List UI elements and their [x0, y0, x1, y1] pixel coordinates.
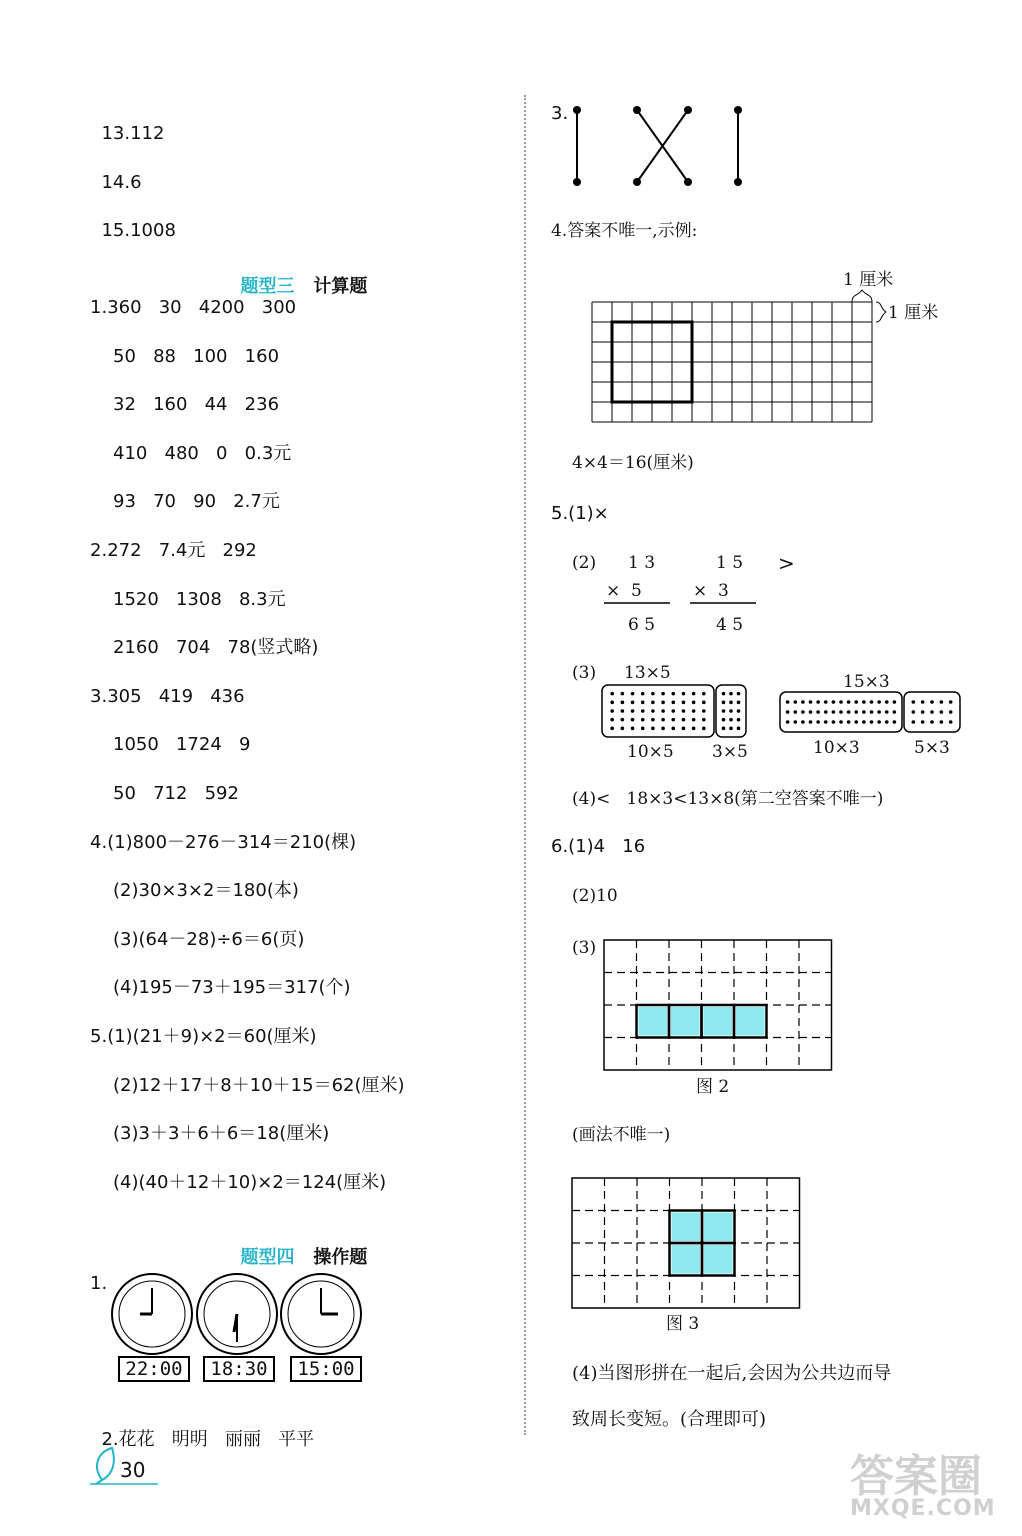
q3-lines-drawing — [570, 102, 770, 192]
dot — [621, 709, 625, 713]
q6-3-label: (3) — [572, 938, 597, 958]
answer-text: (1)800－276－314＝210(棵) — [107, 832, 357, 853]
shaded-cell — [704, 1213, 733, 1242]
dot — [816, 710, 820, 714]
q6-4-line2: 致周长变短。(合理即可) — [572, 1409, 767, 1430]
dot — [651, 718, 655, 722]
q-number: 14. — [101, 172, 131, 193]
dot — [893, 720, 897, 724]
dot — [809, 710, 813, 714]
q1-label: 1. — [90, 1273, 108, 1294]
q6-2: (2)10 — [572, 886, 618, 906]
q3-label: 3. — [551, 103, 569, 124]
answer-text: 410 480 0 0.3元 — [113, 443, 292, 464]
answer-text: (3)3＋3＋6＋6＝18(厘米) — [113, 1123, 330, 1144]
q5-3-a-top: 13×5 — [624, 663, 671, 683]
section-key: 题型三 — [240, 276, 295, 297]
calc-line — [113, 735, 250, 755]
dot — [793, 700, 797, 704]
dot — [832, 700, 836, 704]
dot — [862, 700, 866, 704]
dot — [912, 700, 916, 704]
q5-3-a-right: 3×5 — [712, 742, 748, 762]
dot — [737, 709, 741, 713]
dot — [816, 720, 820, 724]
answer-text: (2)30×3×2＝180(本) — [113, 880, 299, 901]
dot — [692, 692, 696, 696]
calc-line — [90, 687, 245, 707]
q5-3-dot-arrays — [600, 684, 970, 744]
dot — [824, 710, 828, 714]
dot — [793, 720, 797, 724]
calc-line — [113, 881, 299, 901]
shaded-cell — [639, 1007, 668, 1036]
dot — [786, 700, 790, 704]
section-title: 计算题 — [313, 276, 368, 297]
dot — [671, 727, 675, 731]
dot — [682, 718, 686, 722]
dot — [610, 692, 614, 696]
brace-side — [876, 302, 886, 322]
dot — [661, 727, 665, 731]
section-key: 题型四 — [240, 1247, 295, 1268]
q-number: 4. — [90, 832, 108, 853]
section-heading-3 — [228, 251, 367, 298]
dot — [737, 718, 741, 722]
dot — [692, 718, 696, 722]
dot — [702, 709, 706, 713]
figure-2-grid — [602, 938, 842, 1078]
dot — [671, 709, 675, 713]
dot — [722, 709, 726, 713]
dot — [671, 701, 675, 705]
dot — [801, 700, 805, 704]
dot — [702, 727, 706, 731]
calc-line — [113, 1173, 386, 1193]
dot — [877, 710, 881, 714]
answer-text: 360 30 4200 300 — [107, 297, 297, 318]
dot — [621, 692, 625, 696]
dot — [854, 720, 858, 724]
dot — [729, 718, 733, 722]
q-number: 5. — [90, 1026, 108, 1047]
answer-text: (4)195－73＋195＝317(个) — [113, 977, 351, 998]
dot — [610, 727, 614, 731]
dot — [729, 701, 733, 705]
brace-top — [852, 290, 872, 302]
dot — [786, 710, 790, 714]
dot — [877, 720, 881, 724]
clock-face-2 — [197, 1274, 277, 1354]
dot — [885, 700, 889, 704]
dot — [621, 718, 625, 722]
answer-text: (4)(40＋12＋10)×2＝124(厘米) — [113, 1172, 387, 1193]
dot — [722, 718, 726, 722]
clocks-drawing — [110, 1272, 370, 1362]
dot — [631, 709, 635, 713]
q5-2-b-result: 4 5 — [716, 615, 744, 635]
dot — [870, 720, 874, 724]
answer-text: 305 419 436 — [107, 686, 245, 707]
dot — [839, 710, 843, 714]
shaded-cell — [704, 1245, 733, 1274]
dot — [682, 709, 686, 713]
dot — [729, 709, 733, 713]
calc-line — [113, 978, 351, 998]
dot — [692, 709, 696, 713]
q4-answer: 4×4＝16(厘米) — [572, 453, 694, 473]
dot — [786, 720, 790, 724]
answer-14 — [90, 153, 142, 193]
answer-text: 32 160 44 236 — [113, 394, 280, 415]
dot — [809, 720, 813, 724]
q5-2-label: (2) — [572, 553, 597, 573]
q6-4-line1: (4)当图形拼在一起后,会因为公共边而导 — [572, 1363, 892, 1384]
dot — [847, 720, 851, 724]
dot — [641, 718, 645, 722]
shaded-cell — [672, 1245, 701, 1274]
dot — [832, 710, 836, 714]
answer-text: 50 712 592 — [113, 783, 239, 804]
q5-3-label: (3) — [572, 663, 597, 683]
dot — [651, 709, 655, 713]
dot — [641, 692, 645, 696]
calc-line — [113, 347, 279, 367]
clock-time-2: 18:30 — [203, 1356, 275, 1382]
calc-line — [113, 444, 291, 464]
q5-2-a-mid: × 5 — [606, 581, 642, 601]
dot — [737, 692, 741, 696]
dot — [839, 720, 843, 724]
q2-answer — [90, 1410, 314, 1450]
q5-2-compare: > — [778, 551, 795, 575]
dot — [824, 720, 828, 724]
calc-line — [90, 298, 296, 318]
dot — [949, 710, 953, 714]
dot — [631, 727, 635, 731]
dot — [847, 700, 851, 704]
dot — [809, 700, 813, 704]
dot — [722, 727, 726, 731]
q4-square-grid — [590, 290, 890, 430]
page-number-underline — [90, 1483, 170, 1487]
q-number: 1. — [90, 297, 108, 318]
q5-2-a-result: 6 5 — [628, 615, 656, 635]
q4-label: 4.答案不唯一,示例: — [551, 221, 698, 241]
shaded-cell — [672, 1213, 701, 1242]
dot — [832, 720, 836, 724]
dot — [621, 727, 625, 731]
q5-2-b-top: 1 5 — [716, 553, 744, 573]
calc-line — [90, 1027, 317, 1047]
column-divider — [524, 95, 526, 1435]
q5-3-b-top: 15×3 — [843, 672, 890, 692]
dot — [862, 720, 866, 724]
dot — [682, 701, 686, 705]
dot — [651, 692, 655, 696]
dot — [641, 709, 645, 713]
dot — [722, 701, 726, 705]
answer-text: 1050 1724 9 — [113, 734, 251, 755]
dot — [692, 727, 696, 731]
dot — [885, 710, 889, 714]
section-heading-4 — [228, 1222, 367, 1269]
dot — [801, 720, 805, 724]
q-number: 15. — [101, 220, 131, 241]
dot — [641, 701, 645, 705]
q5-3-a-left: 10×5 — [627, 742, 674, 762]
dot — [722, 692, 726, 696]
q-number: 13. — [101, 123, 131, 144]
dot — [702, 692, 706, 696]
dot — [912, 720, 916, 724]
answer-text: 272 7.4元 292 — [107, 540, 257, 561]
figure-3-grid — [570, 1176, 810, 1316]
dot — [671, 692, 675, 696]
dot — [940, 710, 944, 714]
answer-text: 花花 明明 丽丽 平平 — [118, 1429, 315, 1450]
answer-text: (1)(21＋9)×2＝60(厘米) — [107, 1026, 317, 1047]
dot-box — [602, 685, 714, 737]
dot — [631, 692, 635, 696]
calc-line — [113, 784, 239, 804]
unit-label-side: 1 厘米 — [888, 303, 939, 323]
calc-line — [90, 833, 356, 853]
calc-line — [113, 638, 318, 658]
dot — [839, 700, 843, 704]
dot — [641, 727, 645, 731]
shaded-cell — [736, 1007, 765, 1036]
dot — [824, 700, 828, 704]
dot — [949, 720, 953, 724]
dot — [877, 700, 881, 704]
dot — [854, 700, 858, 704]
dot — [816, 700, 820, 704]
section-title: 操作题 — [313, 1247, 368, 1268]
calc-line — [113, 1124, 329, 1144]
q5-2-a-top: 1 3 — [628, 553, 656, 573]
dot — [729, 692, 733, 696]
dot — [692, 701, 696, 705]
dot — [661, 718, 665, 722]
dot — [610, 718, 614, 722]
shaded-cell — [704, 1007, 733, 1036]
dot — [671, 718, 675, 722]
dot — [651, 701, 655, 705]
drawing-note: (画法不唯一) — [572, 1125, 671, 1145]
q-number: 3. — [90, 686, 108, 707]
watermark-logo: 答案圈 — [850, 1451, 982, 1502]
answer-text: 50 88 100 160 — [113, 346, 280, 367]
answer-13 — [90, 104, 164, 144]
dot — [651, 727, 655, 731]
dot — [801, 710, 805, 714]
answer-text: 1008 — [130, 220, 176, 241]
answer-text: 1520 1308 8.3元 — [113, 589, 286, 610]
dot — [847, 710, 851, 714]
figure-2-caption: 图 2 — [696, 1077, 730, 1097]
dot — [737, 727, 741, 731]
answer-text: (2)12＋17＋8＋10＋15＝62(厘米) — [113, 1075, 405, 1096]
shaded-cell — [671, 1007, 700, 1036]
page-number: 30 — [120, 1458, 146, 1482]
clock-face-1 — [112, 1274, 192, 1354]
dot — [610, 709, 614, 713]
dot — [661, 709, 665, 713]
dot — [729, 727, 733, 731]
clock-time-3: 15:00 — [290, 1356, 362, 1382]
q5-3-b-right: 5×3 — [914, 738, 950, 758]
dot — [610, 701, 614, 705]
calc-line — [113, 930, 304, 950]
dot — [921, 700, 925, 704]
answer-text: 6 — [130, 172, 142, 193]
dot — [682, 727, 686, 731]
dot — [631, 701, 635, 705]
q-number: 2. — [101, 1429, 119, 1450]
dot — [930, 700, 934, 704]
q-number: 2. — [90, 540, 108, 561]
dot — [702, 701, 706, 705]
q5-2-rules — [604, 600, 774, 610]
dot — [621, 701, 625, 705]
dot — [737, 701, 741, 705]
dot — [885, 720, 889, 724]
calc-line — [113, 1076, 405, 1096]
q6-1: 6.(1)4 16 — [551, 836, 646, 857]
dot — [870, 710, 874, 714]
dot — [930, 710, 934, 714]
dot — [631, 718, 635, 722]
dot — [949, 700, 953, 704]
clock-face-3 — [281, 1274, 361, 1354]
dot — [893, 710, 897, 714]
calc-line — [90, 541, 257, 561]
watermark-url: MXQE.COM — [850, 1496, 996, 1521]
dot — [921, 710, 925, 714]
calc-line — [113, 395, 279, 415]
unit-label-top: 1 厘米 — [843, 270, 894, 290]
dot — [940, 700, 944, 704]
clock-time-1: 22:00 — [118, 1356, 190, 1382]
dot — [930, 720, 934, 724]
q5-1: 5.(1)× — [551, 503, 609, 524]
answer-text: 2160 704 78(竖式略) — [113, 637, 319, 658]
answer-15 — [90, 201, 176, 241]
dot — [661, 701, 665, 705]
answer-text: 112 — [130, 123, 165, 144]
dot — [661, 692, 665, 696]
answer-text: (3)(64－28)÷6＝6(页) — [113, 929, 305, 950]
dot — [702, 718, 706, 722]
dot — [682, 692, 686, 696]
dot — [940, 720, 944, 724]
dot — [912, 710, 916, 714]
dot — [793, 710, 797, 714]
dot — [862, 710, 866, 714]
dot — [854, 710, 858, 714]
calc-line — [113, 590, 286, 610]
answer-text: 93 70 90 2.7元 — [113, 491, 280, 512]
dot — [921, 720, 925, 724]
q5-4: (4)< 18×3<13×8(第二空答案不唯一) — [572, 789, 884, 809]
dot — [870, 700, 874, 704]
q5-2-b-mid: × 3 — [693, 581, 729, 601]
q5-3-b-left: 10×3 — [813, 738, 860, 758]
figure-3-caption: 图 3 — [666, 1314, 700, 1334]
calc-line — [113, 492, 280, 512]
dot — [893, 700, 897, 704]
